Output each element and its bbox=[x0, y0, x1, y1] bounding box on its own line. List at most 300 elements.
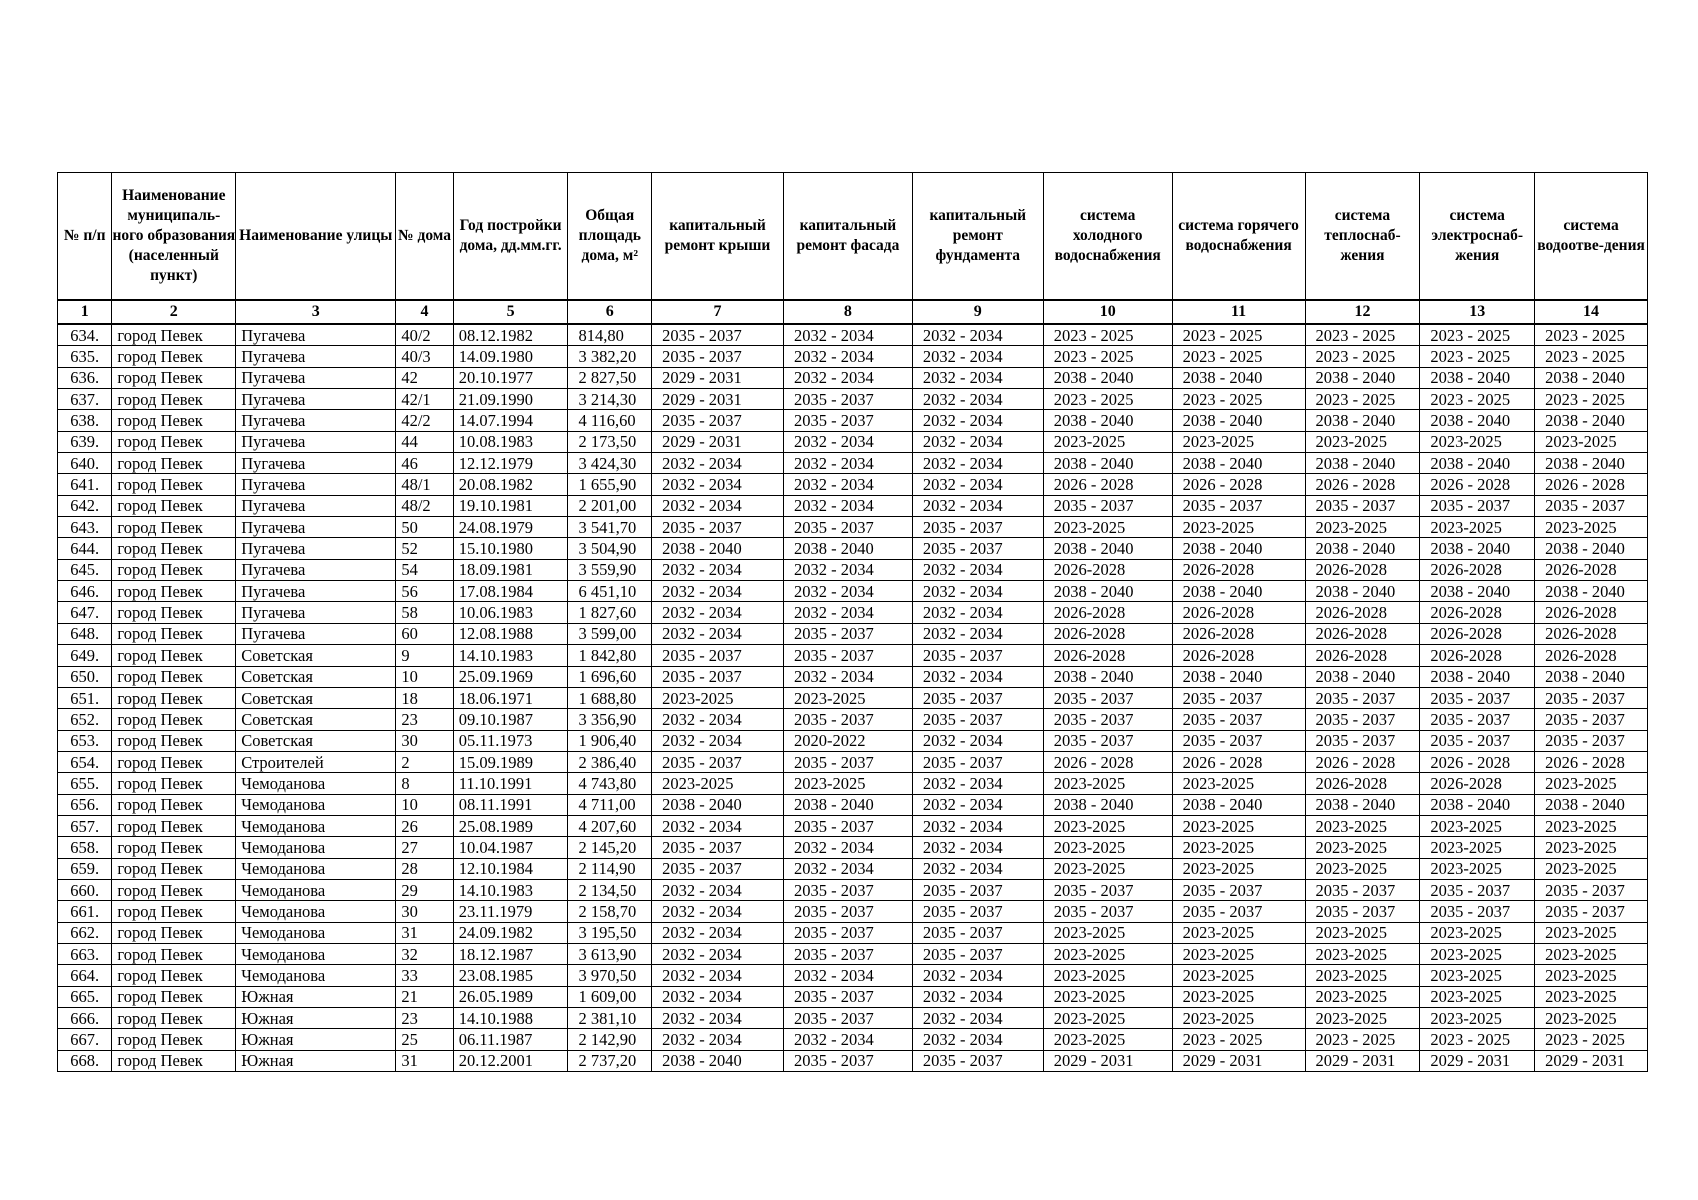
municipality-cell: город Певек bbox=[112, 986, 236, 1007]
column-number-row bbox=[58, 300, 1648, 324]
table-row bbox=[58, 709, 1648, 730]
roof-repair-cell: 2032 - 2034 bbox=[652, 901, 784, 922]
foundation-repair-cell: 2035 - 2037 bbox=[912, 751, 1043, 772]
foundation-repair-cell: 2035 - 2037 bbox=[912, 517, 1043, 538]
heating-cell: 2038 - 2040 bbox=[1305, 410, 1420, 431]
facade-repair-cell: 2023-2025 bbox=[783, 773, 912, 794]
street-cell: Пугачева bbox=[236, 389, 396, 410]
drainage-cell: 2023-2025 bbox=[1535, 1008, 1648, 1029]
cold-water-cell: 2026-2028 bbox=[1043, 559, 1172, 580]
roof-repair-cell: 2032 - 2034 bbox=[652, 474, 784, 495]
foundation-repair-cell: 2032 - 2034 bbox=[912, 346, 1043, 367]
foundation-repair-cell: 2032 - 2034 bbox=[912, 474, 1043, 495]
roof-repair-cell: 2032 - 2034 bbox=[652, 602, 784, 623]
hot-water-cell: 2023-2025 bbox=[1172, 837, 1305, 858]
table-row bbox=[58, 794, 1648, 815]
heating-cell: 2038 - 2040 bbox=[1305, 794, 1420, 815]
heating-cell: 2023-2025 bbox=[1305, 1008, 1420, 1029]
drainage-cell: 2026 - 2028 bbox=[1535, 751, 1648, 772]
facade-repair-cell: 2032 - 2034 bbox=[783, 495, 912, 516]
cold-water-cell: 2023-2025 bbox=[1043, 1008, 1172, 1029]
build-date-cell: 14.09.1980 bbox=[453, 346, 568, 367]
electricity-cell: 2038 - 2040 bbox=[1420, 794, 1535, 815]
area-cell: 1 696,60 bbox=[568, 666, 652, 687]
cold-water-cell: 2026-2028 bbox=[1043, 645, 1172, 666]
heating-cell: 2035 - 2037 bbox=[1305, 730, 1420, 751]
table-row bbox=[58, 815, 1648, 836]
heating-cell: 2023-2025 bbox=[1305, 943, 1420, 964]
area-cell: 814,80 bbox=[568, 324, 652, 346]
heating-cell: 2023-2025 bbox=[1305, 858, 1420, 879]
street-cell: Чемоданова bbox=[236, 794, 396, 815]
area-cell: 3 541,70 bbox=[568, 517, 652, 538]
electricity-cell: 2023-2025 bbox=[1420, 965, 1535, 986]
electricity-cell: 2026-2028 bbox=[1420, 623, 1535, 644]
house-number-cell: 23 bbox=[396, 709, 453, 730]
foundation-repair-cell: 2035 - 2037 bbox=[912, 538, 1043, 559]
area-cell: 2 386,40 bbox=[568, 751, 652, 772]
table-row bbox=[58, 623, 1648, 644]
house-number-cell: 28 bbox=[396, 858, 453, 879]
build-date-cell: 06.11.1987 bbox=[453, 1029, 568, 1050]
column-number: 5 bbox=[453, 300, 568, 324]
roof-repair-cell: 2035 - 2037 bbox=[652, 645, 784, 666]
cold-water-cell: 2023 - 2025 bbox=[1043, 389, 1172, 410]
header-cell: система теплоснаб-жения bbox=[1305, 173, 1420, 301]
heating-cell: 2026-2028 bbox=[1305, 773, 1420, 794]
cold-water-cell: 2035 - 2037 bbox=[1043, 687, 1172, 708]
facade-repair-cell: 2032 - 2034 bbox=[783, 837, 912, 858]
electricity-cell: 2038 - 2040 bbox=[1420, 367, 1535, 388]
build-date-cell: 24.08.1979 bbox=[453, 517, 568, 538]
house-number-cell: 40/3 bbox=[396, 346, 453, 367]
drainage-cell: 2035 - 2037 bbox=[1535, 879, 1648, 900]
row-number-cell: 668. bbox=[58, 1050, 112, 1071]
electricity-cell: 2038 - 2040 bbox=[1420, 666, 1535, 687]
heating-cell: 2023 - 2025 bbox=[1305, 1029, 1420, 1050]
row-number-cell: 660. bbox=[58, 879, 112, 900]
electricity-cell: 2023-2025 bbox=[1420, 815, 1535, 836]
municipality-cell: город Певек bbox=[112, 324, 236, 346]
table-row bbox=[58, 773, 1648, 794]
area-cell: 4 207,60 bbox=[568, 815, 652, 836]
row-number-cell: 652. bbox=[58, 709, 112, 730]
municipality-cell: город Певек bbox=[112, 1029, 236, 1050]
cold-water-cell: 2026 - 2028 bbox=[1043, 474, 1172, 495]
municipality-cell: город Певек bbox=[112, 602, 236, 623]
street-cell: Южная bbox=[236, 1050, 396, 1071]
facade-repair-cell: 2032 - 2034 bbox=[783, 1029, 912, 1050]
street-cell: Пугачева bbox=[236, 474, 396, 495]
hot-water-cell: 2038 - 2040 bbox=[1172, 538, 1305, 559]
electricity-cell: 2035 - 2037 bbox=[1420, 495, 1535, 516]
build-date-cell: 11.10.1991 bbox=[453, 773, 568, 794]
table-row bbox=[58, 389, 1648, 410]
house-number-cell: 52 bbox=[396, 538, 453, 559]
municipality-cell: город Певек bbox=[112, 1008, 236, 1029]
table-row bbox=[58, 324, 1648, 346]
row-number-cell: 640. bbox=[58, 453, 112, 474]
house-number-cell: 18 bbox=[396, 687, 453, 708]
row-number-cell: 656. bbox=[58, 794, 112, 815]
foundation-repair-cell: 2032 - 2034 bbox=[912, 389, 1043, 410]
house-number-cell: 10 bbox=[396, 666, 453, 687]
row-number-cell: 661. bbox=[58, 901, 112, 922]
table-row bbox=[58, 495, 1648, 516]
municipality-cell: город Певек bbox=[112, 794, 236, 815]
table-row bbox=[58, 858, 1648, 879]
drainage-cell: 2038 - 2040 bbox=[1535, 666, 1648, 687]
build-date-cell: 20.08.1982 bbox=[453, 474, 568, 495]
hot-water-cell: 2038 - 2040 bbox=[1172, 453, 1305, 474]
area-cell: 1 906,40 bbox=[568, 730, 652, 751]
street-cell: Пугачева bbox=[236, 623, 396, 644]
cold-water-cell: 2023-2025 bbox=[1043, 815, 1172, 836]
build-date-cell: 21.09.1990 bbox=[453, 389, 568, 410]
row-number-cell: 653. bbox=[58, 730, 112, 751]
municipality-cell: город Певек bbox=[112, 773, 236, 794]
foundation-repair-cell: 2032 - 2034 bbox=[912, 730, 1043, 751]
header-cell: капитальный ремонт фундамента bbox=[912, 173, 1043, 301]
foundation-repair-cell: 2032 - 2034 bbox=[912, 324, 1043, 346]
build-date-cell: 18.09.1981 bbox=[453, 559, 568, 580]
street-cell: Южная bbox=[236, 1029, 396, 1050]
hot-water-cell: 2038 - 2040 bbox=[1172, 794, 1305, 815]
electricity-cell: 2023-2025 bbox=[1420, 517, 1535, 538]
roof-repair-cell: 2032 - 2034 bbox=[652, 879, 784, 900]
house-number-cell: 54 bbox=[396, 559, 453, 580]
area-cell: 3 599,00 bbox=[568, 623, 652, 644]
house-number-cell: 60 bbox=[396, 623, 453, 644]
area-cell: 4 743,80 bbox=[568, 773, 652, 794]
row-number-cell: 658. bbox=[58, 837, 112, 858]
heating-cell: 2035 - 2037 bbox=[1305, 901, 1420, 922]
foundation-repair-cell: 2032 - 2034 bbox=[912, 965, 1043, 986]
street-cell: Южная bbox=[236, 1008, 396, 1029]
street-cell: Пугачева bbox=[236, 517, 396, 538]
column-number: 13 bbox=[1420, 300, 1535, 324]
row-number-cell: 657. bbox=[58, 815, 112, 836]
drainage-cell: 2023 - 2025 bbox=[1535, 346, 1648, 367]
drainage-cell: 2035 - 2037 bbox=[1535, 730, 1648, 751]
hot-water-cell: 2035 - 2037 bbox=[1172, 901, 1305, 922]
header-cell: Наименование улицы bbox=[236, 173, 396, 301]
table-row bbox=[58, 901, 1648, 922]
drainage-cell: 2023-2025 bbox=[1535, 431, 1648, 452]
build-date-cell: 14.10.1983 bbox=[453, 645, 568, 666]
table-row bbox=[58, 986, 1648, 1007]
header-cell: система водоотве-дения bbox=[1535, 173, 1648, 301]
hot-water-cell: 2023 - 2025 bbox=[1172, 324, 1305, 346]
hot-water-cell: 2035 - 2037 bbox=[1172, 495, 1305, 516]
foundation-repair-cell: 2032 - 2034 bbox=[912, 559, 1043, 580]
facade-repair-cell: 2032 - 2034 bbox=[783, 858, 912, 879]
electricity-cell: 2023-2025 bbox=[1420, 431, 1535, 452]
heating-cell: 2038 - 2040 bbox=[1305, 581, 1420, 602]
row-number-cell: 666. bbox=[58, 1008, 112, 1029]
electricity-cell: 2023 - 2025 bbox=[1420, 389, 1535, 410]
drainage-cell: 2038 - 2040 bbox=[1535, 581, 1648, 602]
area-cell: 2 142,90 bbox=[568, 1029, 652, 1050]
cold-water-cell: 2023-2025 bbox=[1043, 517, 1172, 538]
build-date-cell: 18.12.1987 bbox=[453, 943, 568, 964]
facade-repair-cell: 2035 - 2037 bbox=[783, 1050, 912, 1071]
foundation-repair-cell: 2035 - 2037 bbox=[912, 922, 1043, 943]
electricity-cell: 2026 - 2028 bbox=[1420, 751, 1535, 772]
column-number: 8 bbox=[783, 300, 912, 324]
facade-repair-cell: 2032 - 2034 bbox=[783, 559, 912, 580]
facade-repair-cell: 2035 - 2037 bbox=[783, 645, 912, 666]
facade-repair-cell: 2035 - 2037 bbox=[783, 1008, 912, 1029]
drainage-cell: 2026 - 2028 bbox=[1535, 474, 1648, 495]
house-number-cell: 58 bbox=[396, 602, 453, 623]
table-body bbox=[58, 324, 1648, 1072]
street-cell: Пугачева bbox=[236, 559, 396, 580]
house-number-cell: 26 bbox=[396, 815, 453, 836]
cold-water-cell: 2035 - 2037 bbox=[1043, 730, 1172, 751]
column-number: 7 bbox=[652, 300, 784, 324]
row-number-cell: 662. bbox=[58, 922, 112, 943]
hot-water-cell: 2023 - 2025 bbox=[1172, 389, 1305, 410]
header-cell: система электроснаб-жения bbox=[1420, 173, 1535, 301]
foundation-repair-cell: 2035 - 2037 bbox=[912, 687, 1043, 708]
electricity-cell: 2026-2028 bbox=[1420, 773, 1535, 794]
street-cell: Пугачева bbox=[236, 453, 396, 474]
street-cell: Чемоданова bbox=[236, 922, 396, 943]
drainage-cell: 2023-2025 bbox=[1535, 517, 1648, 538]
table-row bbox=[58, 538, 1648, 559]
facade-repair-cell: 2035 - 2037 bbox=[783, 623, 912, 644]
foundation-repair-cell: 2035 - 2037 bbox=[912, 709, 1043, 730]
electricity-cell: 2026 - 2028 bbox=[1420, 474, 1535, 495]
foundation-repair-cell: 2035 - 2037 bbox=[912, 645, 1043, 666]
area-cell: 3 382,20 bbox=[568, 346, 652, 367]
build-date-cell: 05.11.1973 bbox=[453, 730, 568, 751]
drainage-cell: 2035 - 2037 bbox=[1535, 901, 1648, 922]
hot-water-cell: 2029 - 2031 bbox=[1172, 1050, 1305, 1071]
area-cell: 1 609,00 bbox=[568, 986, 652, 1007]
hot-water-cell: 2023-2025 bbox=[1172, 431, 1305, 452]
heating-cell: 2026-2028 bbox=[1305, 623, 1420, 644]
table-row bbox=[58, 453, 1648, 474]
municipality-cell: город Певек bbox=[112, 687, 236, 708]
row-number-cell: 636. bbox=[58, 367, 112, 388]
row-number-cell: 667. bbox=[58, 1029, 112, 1050]
street-cell: Чемоданова bbox=[236, 901, 396, 922]
house-number-cell: 32 bbox=[396, 943, 453, 964]
hot-water-cell: 2035 - 2037 bbox=[1172, 879, 1305, 900]
table-row bbox=[58, 837, 1648, 858]
drainage-cell: 2023-2025 bbox=[1535, 773, 1648, 794]
heating-cell: 2023-2025 bbox=[1305, 986, 1420, 1007]
area-cell: 2 201,00 bbox=[568, 495, 652, 516]
row-number-cell: 644. bbox=[58, 538, 112, 559]
house-number-cell: 42 bbox=[396, 367, 453, 388]
electricity-cell: 2038 - 2040 bbox=[1420, 410, 1535, 431]
facade-repair-cell: 2035 - 2037 bbox=[783, 709, 912, 730]
roof-repair-cell: 2029 - 2031 bbox=[652, 367, 784, 388]
area-cell: 1 655,90 bbox=[568, 474, 652, 495]
roof-repair-cell: 2032 - 2034 bbox=[652, 495, 784, 516]
street-cell: Пугачева bbox=[236, 410, 396, 431]
drainage-cell: 2023 - 2025 bbox=[1535, 389, 1648, 410]
facade-repair-cell: 2038 - 2040 bbox=[783, 794, 912, 815]
facade-repair-cell: 2032 - 2034 bbox=[783, 602, 912, 623]
row-number-cell: 655. bbox=[58, 773, 112, 794]
hot-water-cell: 2023-2025 bbox=[1172, 1008, 1305, 1029]
electricity-cell: 2026-2028 bbox=[1420, 559, 1535, 580]
electricity-cell: 2038 - 2040 bbox=[1420, 581, 1535, 602]
roof-repair-cell: 2035 - 2037 bbox=[652, 837, 784, 858]
street-cell: Советская bbox=[236, 645, 396, 666]
municipality-cell: город Певек bbox=[112, 538, 236, 559]
street-cell: Пугачева bbox=[236, 367, 396, 388]
drainage-cell: 2023 - 2025 bbox=[1535, 324, 1648, 346]
facade-repair-cell: 2035 - 2037 bbox=[783, 901, 912, 922]
hot-water-cell: 2038 - 2040 bbox=[1172, 410, 1305, 431]
drainage-cell: 2026-2028 bbox=[1535, 602, 1648, 623]
heating-cell: 2038 - 2040 bbox=[1305, 538, 1420, 559]
area-cell: 1 842,80 bbox=[568, 645, 652, 666]
row-number-cell: 638. bbox=[58, 410, 112, 431]
foundation-repair-cell: 2032 - 2034 bbox=[912, 410, 1043, 431]
heating-cell: 2035 - 2037 bbox=[1305, 495, 1420, 516]
header-cell: система горячего водоснабжения bbox=[1172, 173, 1305, 301]
foundation-repair-cell: 2032 - 2034 bbox=[912, 1029, 1043, 1050]
electricity-cell: 2035 - 2037 bbox=[1420, 730, 1535, 751]
heating-cell: 2038 - 2040 bbox=[1305, 453, 1420, 474]
row-number-cell: 651. bbox=[58, 687, 112, 708]
foundation-repair-cell: 2032 - 2034 bbox=[912, 581, 1043, 602]
hot-water-cell: 2026-2028 bbox=[1172, 559, 1305, 580]
cold-water-cell: 2023-2025 bbox=[1043, 431, 1172, 452]
row-number-cell: 663. bbox=[58, 943, 112, 964]
hot-water-cell: 2023-2025 bbox=[1172, 922, 1305, 943]
municipality-cell: город Певек bbox=[112, 453, 236, 474]
facade-repair-cell: 2032 - 2034 bbox=[783, 346, 912, 367]
roof-repair-cell: 2032 - 2034 bbox=[652, 453, 784, 474]
roof-repair-cell: 2035 - 2037 bbox=[652, 751, 784, 772]
heating-cell: 2038 - 2040 bbox=[1305, 666, 1420, 687]
cold-water-cell: 2038 - 2040 bbox=[1043, 538, 1172, 559]
roof-repair-cell: 2032 - 2034 bbox=[652, 623, 784, 644]
row-number-cell: 635. bbox=[58, 346, 112, 367]
electricity-cell: 2023 - 2025 bbox=[1420, 346, 1535, 367]
house-number-cell: 48/1 bbox=[396, 474, 453, 495]
row-number-cell: 647. bbox=[58, 602, 112, 623]
municipality-cell: город Певек bbox=[112, 965, 236, 986]
table-row bbox=[58, 943, 1648, 964]
drainage-cell: 2038 - 2040 bbox=[1535, 367, 1648, 388]
street-cell: Чемоданова bbox=[236, 858, 396, 879]
municipality-cell: город Певек bbox=[112, 410, 236, 431]
street-cell: Советская bbox=[236, 709, 396, 730]
municipality-cell: город Певек bbox=[112, 474, 236, 495]
foundation-repair-cell: 2035 - 2037 bbox=[912, 879, 1043, 900]
foundation-repair-cell: 2035 - 2037 bbox=[912, 943, 1043, 964]
column-number: 10 bbox=[1043, 300, 1172, 324]
house-number-cell: 27 bbox=[396, 837, 453, 858]
roof-repair-cell: 2029 - 2031 bbox=[652, 389, 784, 410]
electricity-cell: 2023-2025 bbox=[1420, 858, 1535, 879]
build-date-cell: 20.12.2001 bbox=[453, 1050, 568, 1071]
hot-water-cell: 2038 - 2040 bbox=[1172, 581, 1305, 602]
table-row bbox=[58, 879, 1648, 900]
hot-water-cell: 2023-2025 bbox=[1172, 986, 1305, 1007]
table-row bbox=[58, 1029, 1648, 1050]
cold-water-cell: 2026-2028 bbox=[1043, 623, 1172, 644]
house-number-cell: 9 bbox=[396, 645, 453, 666]
roof-repair-cell: 2038 - 2040 bbox=[652, 538, 784, 559]
header-cell: Общая площадь дома, м² bbox=[568, 173, 652, 301]
hot-water-cell: 2026 - 2028 bbox=[1172, 474, 1305, 495]
hot-water-cell: 2023-2025 bbox=[1172, 815, 1305, 836]
foundation-repair-cell: 2032 - 2034 bbox=[912, 815, 1043, 836]
facade-repair-cell: 2023-2025 bbox=[783, 687, 912, 708]
row-number-cell: 637. bbox=[58, 389, 112, 410]
municipality-cell: город Певек bbox=[112, 709, 236, 730]
table-row bbox=[58, 730, 1648, 751]
table-row bbox=[58, 666, 1648, 687]
hot-water-cell: 2023-2025 bbox=[1172, 965, 1305, 986]
column-number: 11 bbox=[1172, 300, 1305, 324]
heating-cell: 2023-2025 bbox=[1305, 815, 1420, 836]
municipality-cell: город Певек bbox=[112, 431, 236, 452]
table-row bbox=[58, 517, 1648, 538]
area-cell: 3 970,50 bbox=[568, 965, 652, 986]
drainage-cell: 2038 - 2040 bbox=[1535, 410, 1648, 431]
electricity-cell: 2035 - 2037 bbox=[1420, 879, 1535, 900]
hot-water-cell: 2023-2025 bbox=[1172, 773, 1305, 794]
electricity-cell: 2023-2025 bbox=[1420, 986, 1535, 1007]
municipality-cell: город Певек bbox=[112, 666, 236, 687]
area-cell: 2 134,50 bbox=[568, 879, 652, 900]
house-number-cell: 10 bbox=[396, 794, 453, 815]
foundation-repair-cell: 2032 - 2034 bbox=[912, 858, 1043, 879]
facade-repair-cell: 2035 - 2037 bbox=[783, 410, 912, 431]
row-number-cell: 659. bbox=[58, 858, 112, 879]
municipality-cell: город Певек bbox=[112, 495, 236, 516]
header-cell: капитальный ремонт фасада bbox=[783, 173, 912, 301]
foundation-repair-cell: 2035 - 2037 bbox=[912, 901, 1043, 922]
facade-repair-cell: 2032 - 2034 bbox=[783, 324, 912, 346]
hot-water-cell: 2026-2028 bbox=[1172, 602, 1305, 623]
electricity-cell: 2026-2028 bbox=[1420, 602, 1535, 623]
electricity-cell: 2029 - 2031 bbox=[1420, 1050, 1535, 1071]
drainage-cell: 2026-2028 bbox=[1535, 559, 1648, 580]
facade-repair-cell: 2020-2022 bbox=[783, 730, 912, 751]
hot-water-cell: 2023-2025 bbox=[1172, 517, 1305, 538]
municipality-cell: город Певек bbox=[112, 645, 236, 666]
area-cell: 2 158,70 bbox=[568, 901, 652, 922]
heating-cell: 2023 - 2025 bbox=[1305, 324, 1420, 346]
table-row bbox=[58, 687, 1648, 708]
drainage-cell: 2035 - 2037 bbox=[1535, 709, 1648, 730]
area-cell: 4 711,00 bbox=[568, 794, 652, 815]
table-row bbox=[58, 1050, 1648, 1071]
column-number: 2 bbox=[112, 300, 236, 324]
foundation-repair-cell: 2032 - 2034 bbox=[912, 794, 1043, 815]
house-number-cell: 2 bbox=[396, 751, 453, 772]
build-date-cell: 09.10.1987 bbox=[453, 709, 568, 730]
roof-repair-cell: 2032 - 2034 bbox=[652, 815, 784, 836]
cold-water-cell: 2035 - 2037 bbox=[1043, 901, 1172, 922]
drainage-cell: 2029 - 2031 bbox=[1535, 1050, 1648, 1071]
municipality-cell: город Певек bbox=[112, 922, 236, 943]
row-number-cell: 664. bbox=[58, 965, 112, 986]
house-number-cell: 25 bbox=[396, 1029, 453, 1050]
cold-water-cell: 2038 - 2040 bbox=[1043, 581, 1172, 602]
